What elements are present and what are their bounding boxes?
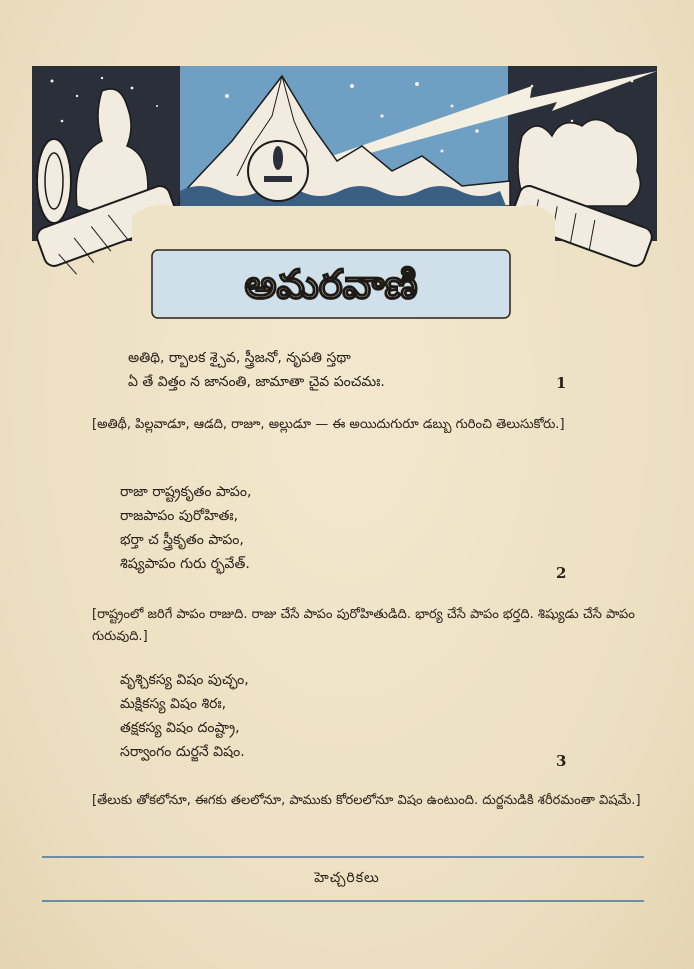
verse-line: భర్తా చ స్త్రీకృతం పాపం, bbox=[120, 532, 244, 548]
verse-line: మక్షికస్య విషం శిరః, bbox=[120, 696, 227, 712]
verse-line: రాజపాపం పురోహితః, bbox=[120, 508, 239, 524]
verse-number: 2 bbox=[556, 564, 567, 582]
verse-translation: [తేలుకు తోకలోనూ, ఈగకు తలలోనూ, పాముకు కోరలలోనూ విషం ఉంటుంది. దుర్జనుడికి శరీరమంతా విషమే.] bbox=[92, 793, 641, 808]
verse-number: 1 bbox=[556, 374, 567, 392]
verse-2 bbox=[120, 480, 251, 576]
verse-line: ఏ తే విత్తం న జానంతి, జామాతా చైవ పంచమః. bbox=[128, 374, 385, 390]
verse-line: తక్షకస్య విషం దంష్ట్రా, bbox=[120, 720, 240, 736]
verse-3 bbox=[120, 668, 249, 764]
verse-1 bbox=[128, 346, 385, 394]
header-illustration bbox=[32, 66, 657, 276]
verse-number: 3 bbox=[556, 752, 567, 770]
divider-bottom bbox=[42, 900, 644, 902]
page-title: అమరవాణి bbox=[244, 262, 418, 308]
verse-line: అతిథి, ర్బాలక శ్చైవ, స్త్రీజనో, నృపతి స్తథా bbox=[128, 350, 351, 366]
divider-top bbox=[42, 856, 644, 858]
verse-translation: [అతిథీ, పిల్లవాడూ, ఆడది, రాజూ, అల్లుడూ — ఈ అయిదుగురూ డబ్బు గురించి తెలుసుకోరు.] bbox=[92, 417, 565, 432]
section-heading: హెచ్చరికలు bbox=[314, 870, 380, 886]
verse-line: శిష్యపాపం గురు ర్భవేత్. bbox=[120, 556, 250, 572]
verse-translation: [రాష్ట్రంలో జరిగే పాపం రాజుది. రాజు చేసే పాపం పురోహితుడిది. భార్య చేసే పాపం భర్తది. శిష్యుడు చేసే పాపం గురువుది.] bbox=[92, 607, 635, 644]
verse-line: రాజా రాష్ట్రకృతం పాపం, bbox=[120, 484, 252, 500]
verse-line: సర్వాంగం దుర్జనే విషం. bbox=[120, 744, 245, 760]
title-banner bbox=[150, 248, 512, 320]
verse-line: వృశ్చికస్య విషం పుచ్ఛం, bbox=[120, 672, 249, 688]
